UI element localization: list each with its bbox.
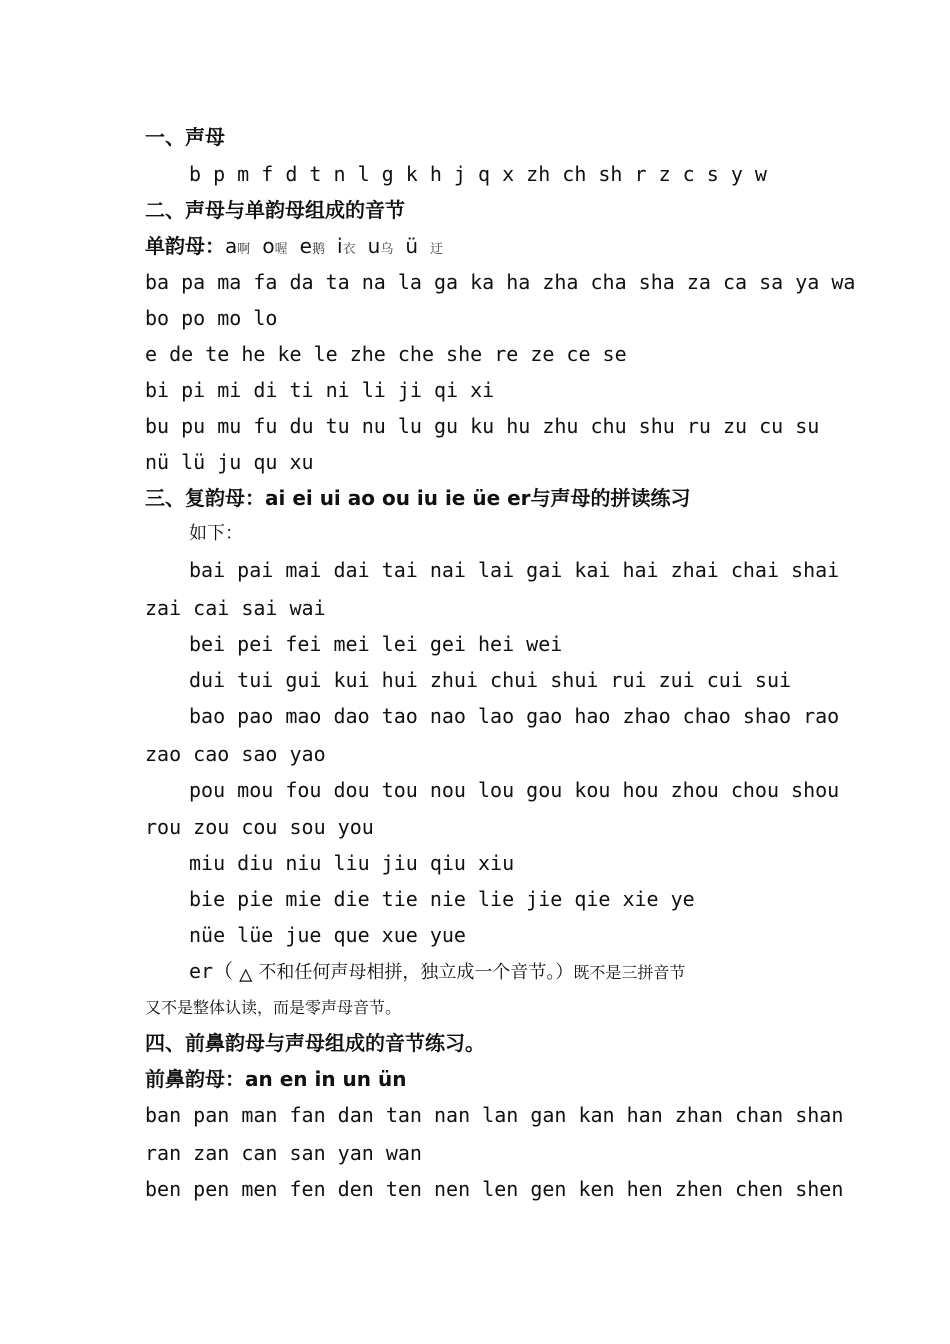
er-note-row [189, 959, 685, 987]
er-note-tail: 既不是三拼音节 [573, 963, 686, 982]
section-3-intro: 如下： [189, 523, 243, 544]
section-1-title: 一、声母 [145, 125, 225, 149]
triangle-icon: △ [239, 962, 253, 987]
single-vowels-row [145, 234, 443, 262]
syllable-line: ban pan man fan dan tan nan lan gan kan han zhan chan shan [145, 1103, 844, 1127]
syllable-line: pou mou fou dou tou nou lou gou kou hou zhou chou shou [189, 778, 840, 802]
single-vowels-label: 单韵母： [145, 234, 225, 258]
section-2-title: 二、声母与单韵母组成的音节 [145, 198, 405, 222]
front-nasal-vowels-label: 前鼻韵母：an en in un ün [145, 1067, 407, 1091]
vowel-hint: 乌 [380, 242, 394, 257]
syllable-line: rou zou cou sou you [145, 815, 374, 839]
syllable-line: bao pao mao dao tao nao lao gao hao zhao chao shao rao [189, 704, 840, 728]
vowel-letter: ü [405, 234, 419, 258]
syllable-line: ben pen men fen den ten nen len gen ken hen zhen chen shen [145, 1177, 844, 1201]
vowel-letter: i [337, 234, 343, 258]
vowel-hint: 迂 [430, 242, 444, 257]
syllable-line: e de te he ke le zhe che she re ze ce se [145, 342, 627, 366]
er-prefix: er（ [189, 959, 234, 983]
syllable-line: bu pu mu fu du tu nu lu gu ku hu zhu chu shu ru zu cu su [145, 414, 820, 438]
er-note: 不和任何声母相拼，独立成一个音节。） [258, 962, 574, 983]
initials-list: b p m f d t n l g k h j q x zh ch sh r z c s y w [189, 162, 767, 186]
syllable-line: dui tui gui kui hui zhui chui shui rui zui cui sui [189, 668, 792, 692]
syllable-line: ba pa ma fa da ta na la ga ka ha zha cha sha za ca sa ya wa [145, 270, 856, 294]
section-4-title: 四、前鼻韵母与声母组成的音节练习。 [145, 1031, 485, 1055]
vowel-hint: 衣 [342, 242, 356, 257]
syllable-line: bo po mo lo [145, 306, 278, 330]
syllable-line: bie pie mie die tie nie lie jie qie xie ye [189, 887, 695, 911]
syllable-line: miu diu niu liu jiu qiu xiu [189, 851, 515, 875]
vowel-letter: a [225, 234, 238, 258]
vowel-hint: 喔 [274, 242, 288, 257]
vowel-letter: e [299, 234, 312, 258]
vowel-hint: 鹅 [311, 242, 325, 257]
vowel-hint: 啊 [237, 242, 251, 257]
syllable-line: bai pai mai dai tai nai lai gai kai hai zhai chai shai [189, 558, 840, 582]
vowel-letter: o [262, 234, 275, 258]
syllable-line: zao cao sao yao [145, 742, 326, 766]
section-3-title: 三、复韵母：ai ei ui ao ou iu ie üe er与声母的拼读练习 [145, 486, 691, 510]
syllable-line: bei pei fei mei lei gei hei wei [189, 632, 563, 656]
syllable-line: zai cai sai wai [145, 596, 326, 620]
syllable-line: bi pi mi di ti ni li ji qi xi [145, 378, 495, 402]
syllable-line: ran zan can san yan wan [145, 1141, 422, 1165]
syllable-line: nü lü ju qu xu [145, 450, 314, 474]
er-note-continued: 又不是整体认读，而是零声母音节。 [145, 998, 402, 1017]
syllable-line: nüe lüe jue que xue yue [189, 923, 466, 947]
vowel-letter: u [367, 234, 381, 258]
